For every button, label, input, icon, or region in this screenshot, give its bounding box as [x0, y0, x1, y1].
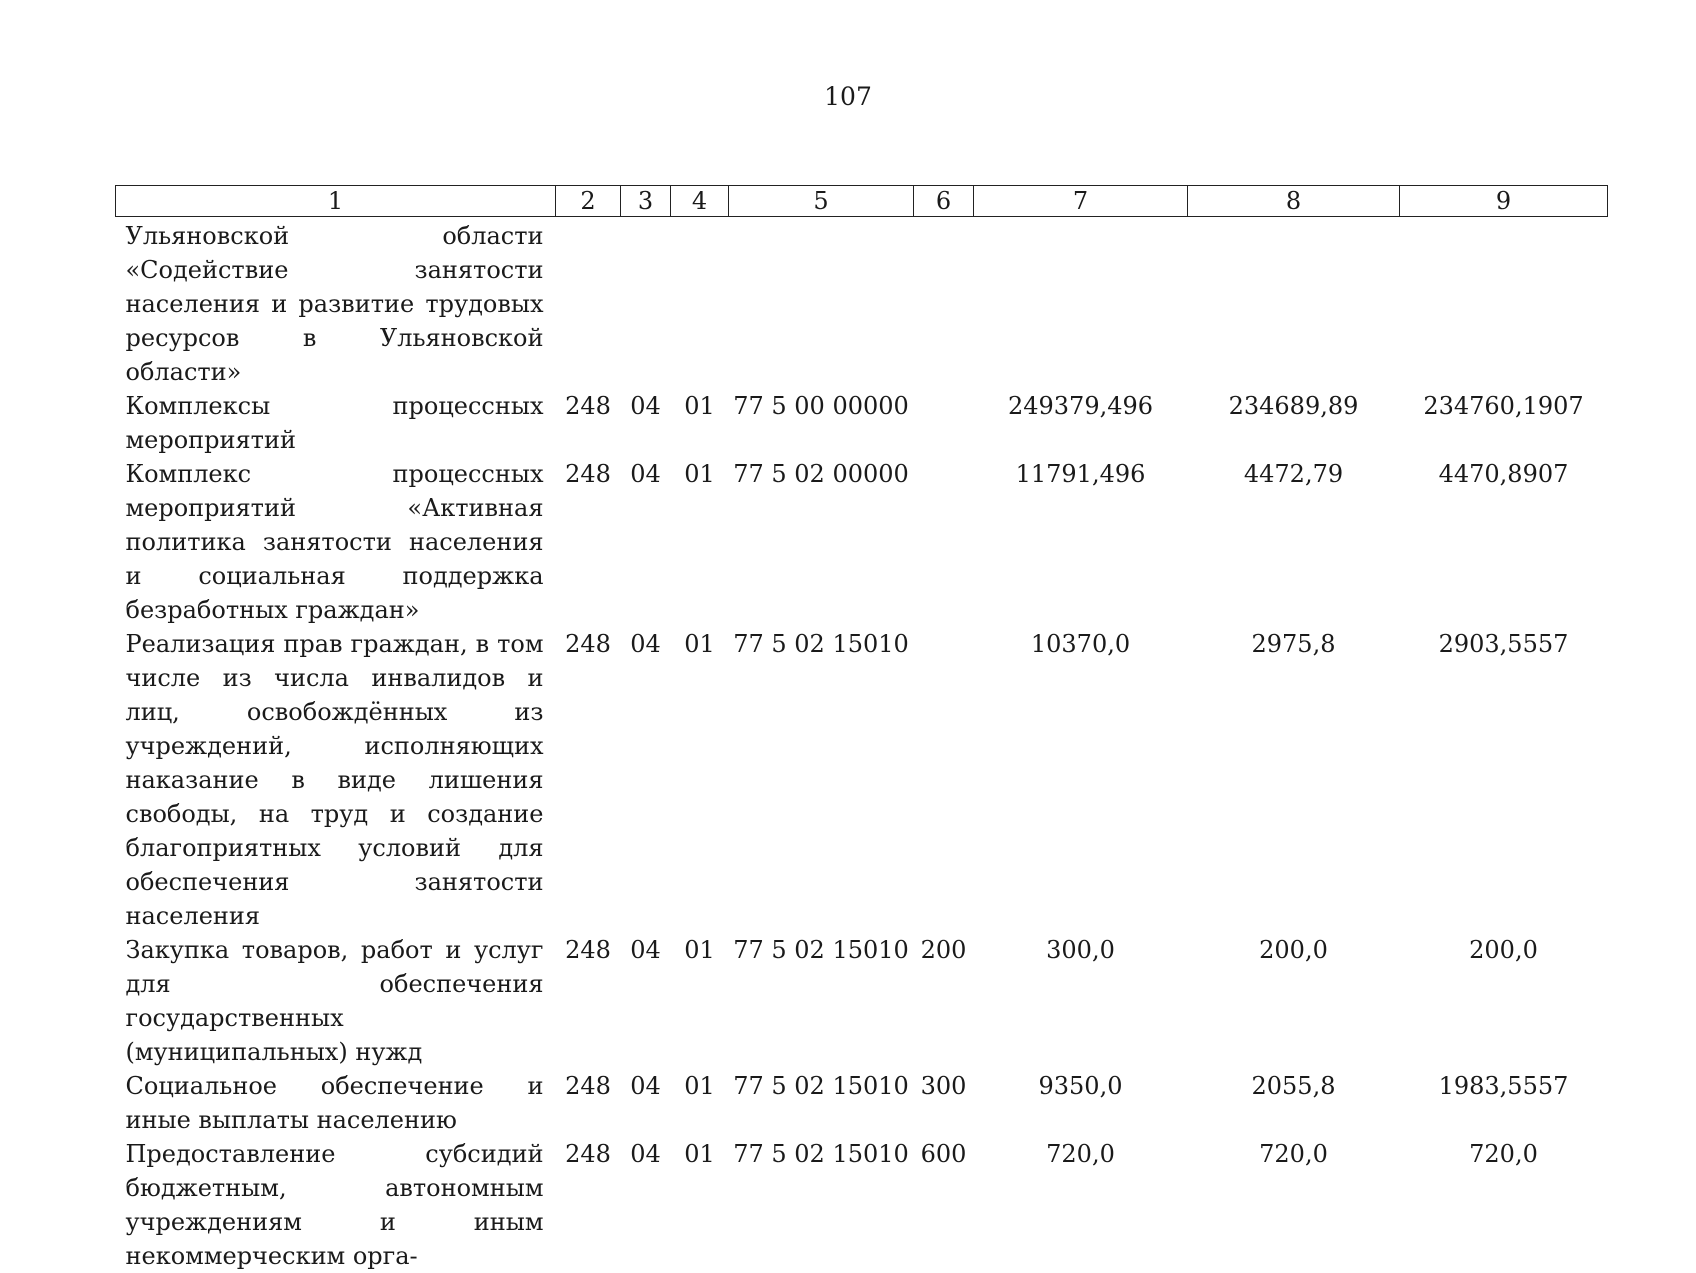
cell-expense-type: 600: [920, 1140, 967, 1168]
cell-expense-type: 300: [920, 1072, 967, 1100]
column-header: 2: [556, 186, 621, 217]
column-header: 8: [1188, 186, 1400, 217]
cell-section: 04: [630, 392, 661, 420]
cell-expense-type: [914, 627, 974, 933]
cell-subsection: 01: [684, 460, 715, 488]
column-header: 4: [671, 186, 729, 217]
cell-amount-8: 720,0: [1259, 1140, 1328, 1168]
cell-amount-7: 249379,496: [1007, 392, 1154, 420]
column-number-row: [116, 186, 1608, 217]
cell-amount-7: 720,0: [1046, 1140, 1115, 1168]
cell-section: 04: [630, 1140, 661, 1168]
cell-amount-9: 200,0: [1469, 936, 1538, 964]
cell-amount-9: 234760,1907: [1423, 392, 1584, 420]
cell-amount-8: 2055,8: [1251, 1072, 1336, 1100]
cell-amount-7: 10370,0: [1030, 630, 1131, 658]
cell-amount-9: 720,0: [1469, 1140, 1538, 1168]
cell-subsection: 01: [684, 392, 715, 420]
cell-subsection: 01: [684, 1140, 715, 1168]
cell-subsection: 01: [684, 630, 715, 658]
row-name: Реализация прав граждан, в том числе из числа инвалидов и лиц, освобождённых из учреждений, исполняющих наказание в виде лишения свободы, на труд и создание благоприятных условий для обеспечения занятости населения: [125, 630, 544, 930]
cell-section: [621, 217, 671, 390]
cell-amount-9: [1400, 217, 1608, 390]
cell-expense-type: [914, 389, 974, 457]
cell-section: 04: [630, 1072, 661, 1100]
cell-code: 248: [565, 630, 611, 658]
cell-target-article: 77 5 02 15010: [733, 1072, 909, 1100]
cell-amount-7: 9350,0: [1038, 1072, 1123, 1100]
budget-table: [115, 185, 1608, 1273]
table-row: [116, 457, 1608, 627]
row-name: Закупка товаров, работ и услуг для обеспечения государственных (муниципальных) нужд: [125, 936, 544, 1066]
table-row: [116, 933, 1608, 1069]
column-header: 3: [621, 186, 671, 217]
table-row: [116, 389, 1608, 457]
cell-amount-8: 2975,8: [1251, 630, 1336, 658]
cell-section: 04: [630, 460, 661, 488]
cell-target-article: 77 5 02 15010: [733, 1140, 909, 1168]
row-name: Ульяновской области «Содействие занятости населения и развитие трудовых ресурсов в Ульяновской области»: [125, 222, 544, 386]
cell-amount-8: 200,0: [1259, 936, 1328, 964]
row-name: Социальное обеспечение и иные выплаты населению: [125, 1072, 544, 1134]
cell-amount-9: 1983,5557: [1438, 1072, 1569, 1100]
cell-code: 248: [565, 1140, 611, 1168]
column-header: 5: [729, 186, 914, 217]
cell-amount-8: [1188, 217, 1400, 390]
cell-amount-9: 4470,8907: [1438, 460, 1569, 488]
column-header: 6: [914, 186, 974, 217]
cell-target-article: 77 5 02 15010: [733, 936, 909, 964]
cell-expense-type: [914, 217, 974, 390]
table-row: [116, 217, 1608, 390]
table-row: [116, 1137, 1608, 1273]
cell-code: 248: [565, 460, 611, 488]
cell-expense-type: [914, 457, 974, 627]
row-name: Предоставление субсидий бюджетным, автономным учреждениям и иным некоммерческим орга-: [125, 1140, 544, 1270]
cell-amount-7: 11791,496: [1015, 460, 1146, 488]
cell-amount-9: 2903,5557: [1438, 630, 1569, 658]
cell-amount-8: 234689,89: [1228, 392, 1359, 420]
cell-amount-7: [974, 217, 1188, 390]
row-name: Комплекс процессных мероприятий «Активная политика занятости населения и социальная поддержка безработных граждан»: [125, 460, 544, 624]
cell-amount-7: 300,0: [1046, 936, 1115, 964]
column-header: 1: [116, 186, 556, 217]
cell-subsection: 01: [684, 936, 715, 964]
cell-target-article: 77 5 00 00000: [733, 392, 909, 420]
cell-subsection: 01: [684, 1072, 715, 1100]
cell-section: 04: [630, 630, 661, 658]
cell-code: [556, 217, 621, 390]
page-number: 107: [824, 82, 872, 111]
cell-target-article: 77 5 02 15010: [733, 630, 909, 658]
cell-subsection: [671, 217, 729, 390]
table-row: [116, 1069, 1608, 1137]
cell-code: 248: [565, 936, 611, 964]
column-header: 7: [974, 186, 1188, 217]
row-name: Комплексы процессных мероприятий: [125, 392, 544, 454]
cell-target-article: 77 5 02 00000: [733, 460, 909, 488]
cell-code: 248: [565, 1072, 611, 1100]
table-row: [116, 627, 1608, 933]
cell-target-article: [729, 217, 914, 390]
cell-amount-8: 4472,79: [1243, 460, 1344, 488]
cell-code: 248: [565, 392, 611, 420]
cell-expense-type: 200: [920, 936, 967, 964]
cell-section: 04: [630, 936, 661, 964]
column-header: 9: [1400, 186, 1608, 217]
